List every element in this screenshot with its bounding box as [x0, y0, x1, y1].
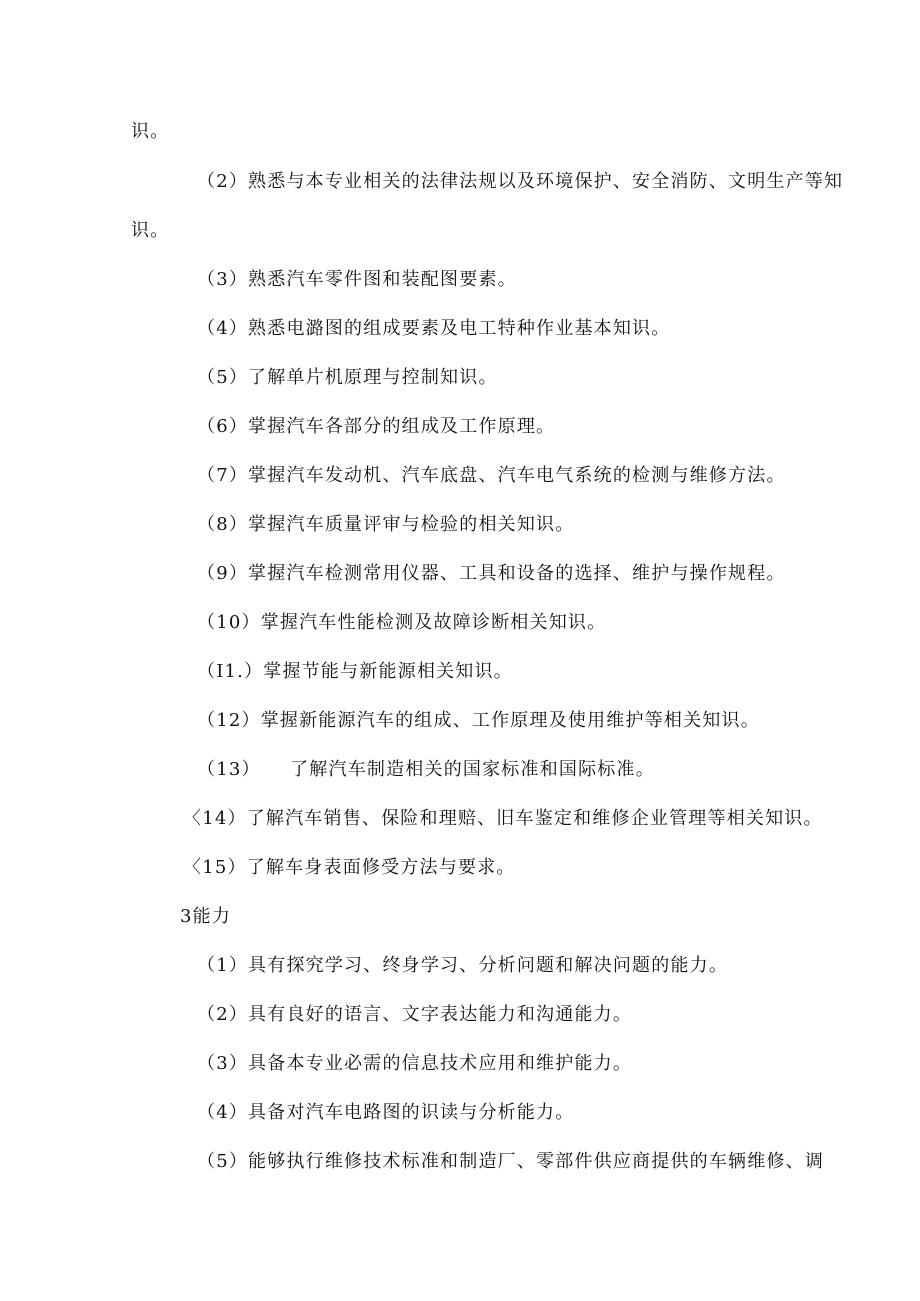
- text-line: （1）具有探究学习、终身学习、分析问题和解决问题的能力。: [197, 955, 729, 976]
- text-line: 识。: [131, 220, 170, 241]
- text-line: （10）掌握汽车性能检测及故障诊断相关知识。: [197, 612, 607, 633]
- text-line: （3）具备本专业必需的信息技术应用和维护能力。: [197, 1053, 633, 1074]
- text-line: （4）熟悉电潞图的组成要素及电工特种作业基本知识。: [197, 318, 671, 339]
- text-line: （7）掌握汽车发动机、汽车底盘、汽车电气系统的检测与维修方法。: [197, 465, 786, 486]
- text-line: （2）具有良好的语言、文字表达能力和沟通能力。: [197, 1004, 633, 1025]
- text-line: （9）掌握汽车检测常用仪器、工具和设备的选择、维护与操作规程。: [197, 563, 786, 584]
- text-line: （4）具备对汽车电路图的识读与分析能力。: [197, 1102, 575, 1123]
- text-line: 〈14）了解汽车销售、保险和理赔、旧车鉴定和维修企业管理等相关知识。: [183, 808, 823, 829]
- text-line: （5）了解单片机原理与控制知识。: [197, 367, 498, 388]
- text-line: （3）熟悉汽车零件图和装配图要素。: [197, 269, 517, 290]
- text-line: （2）熟悉与本专业相关的法律法规以及环境保护、安全消防、文明生产等知: [197, 171, 844, 192]
- text-line: 识。: [131, 121, 170, 142]
- text-line: （13） 了解汽车制造相关的国家标准和国际标准。: [197, 759, 655, 780]
- text-line: （I1.）掌握节能与新能源相关知识。: [197, 661, 513, 682]
- section-heading: 3能力: [180, 906, 232, 927]
- text-line: （12）掌握新能源汽车的组成、工作原理及使用维护等相关知识。: [197, 710, 760, 731]
- text-line: （6）掌握汽车各部分的组成及工作原理。: [197, 416, 556, 437]
- text-line: （8）掌握汽车质量评审与检验的相关知识。: [197, 514, 575, 535]
- text-line: 〈15）了解车身表面修受方法与要求。: [183, 857, 516, 878]
- text-line: （5）能够执行维修技术标准和制造厂、零部件供应商提供的车辆维修、调: [197, 1151, 825, 1172]
